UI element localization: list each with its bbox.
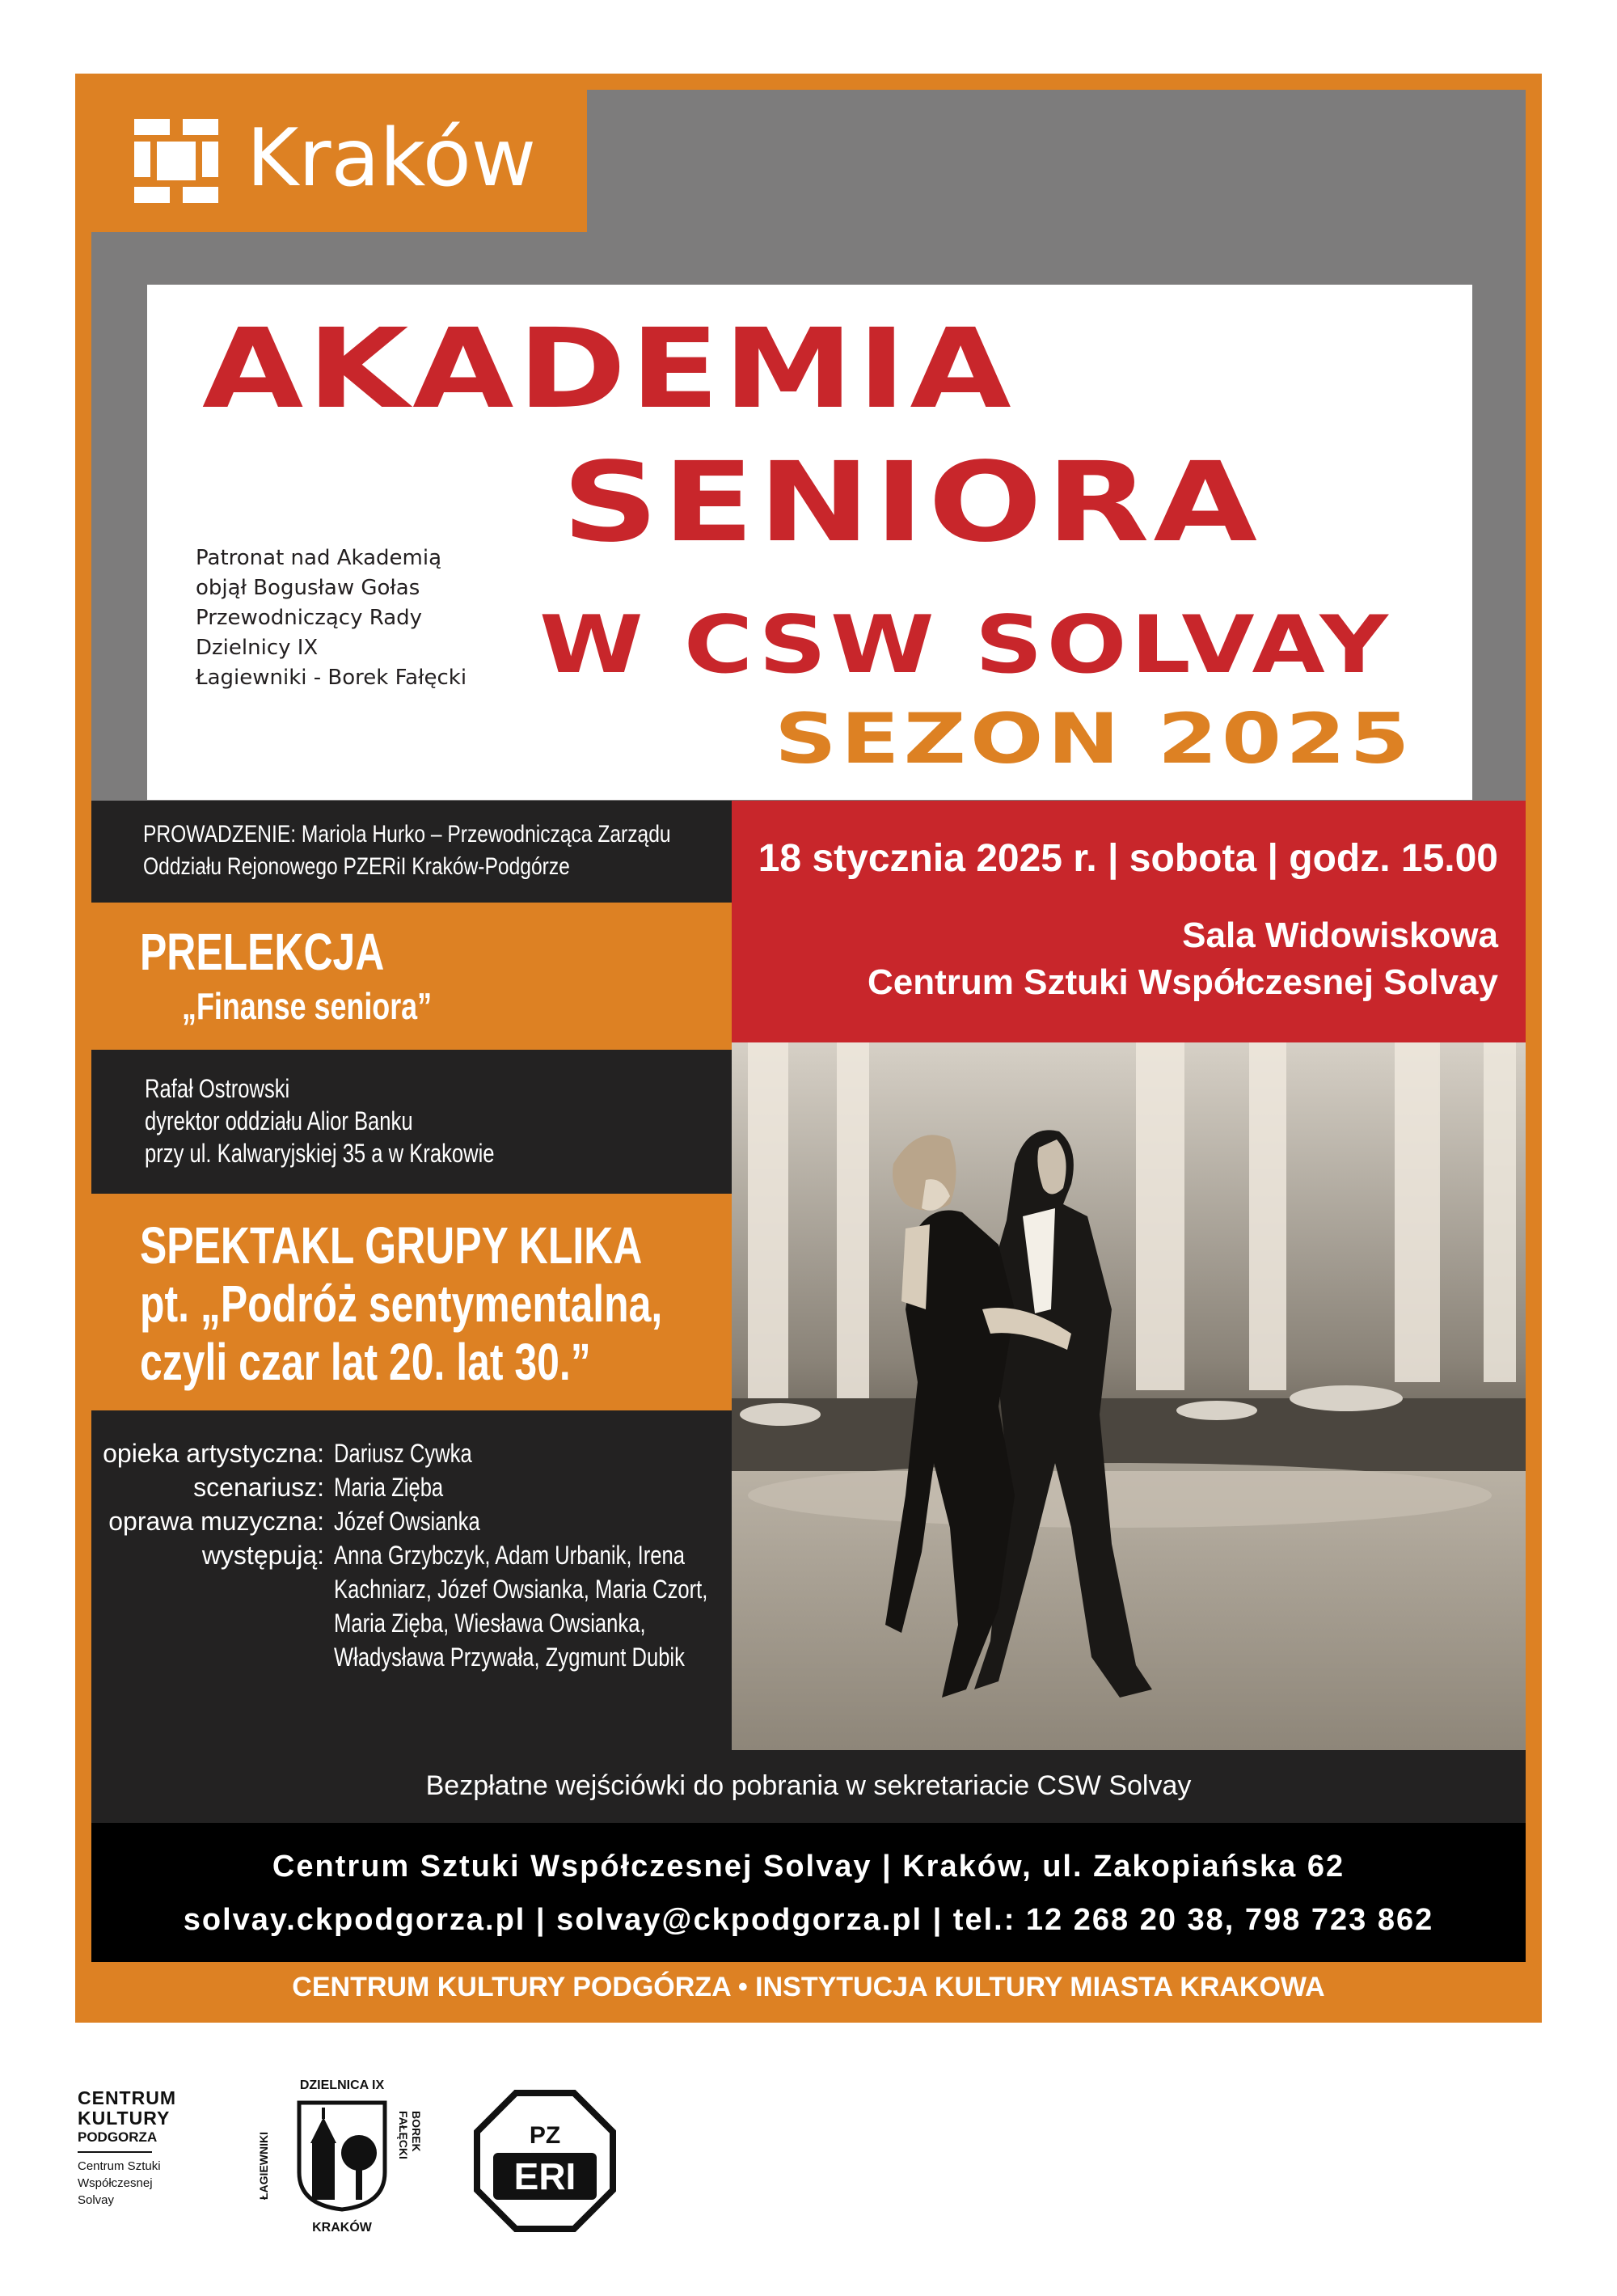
credit-name: Maria Zięba (334, 1473, 444, 1502)
krakow-wordmark: Kraków (247, 112, 536, 205)
credit-name: Józef Owsianka (334, 1507, 480, 1536)
pzeri-bottom-text: ERI (513, 2155, 576, 2197)
host-box (91, 801, 732, 903)
patronage-line: Patronat nad Akademią (196, 546, 442, 570)
event-datetime: 18 stycznia 2025 r. | sobota | godz. 15.00 (758, 837, 1498, 880)
district-shield-icon (296, 2099, 388, 2213)
patronage-line: Przewodniczący Rady (196, 606, 423, 630)
event-info-box (732, 801, 1526, 1042)
ckp-logo-sub: Współczesnej (78, 2176, 153, 2190)
event-venue-hall: Sala Widowiskowa (1182, 915, 1498, 955)
show-title-line-2: czyli czar lat 20. lat 30.” (140, 1333, 591, 1391)
speaker-role: dyrektor oddziału Alior Banku (145, 1106, 413, 1135)
lecture-box (91, 903, 732, 1050)
tickets-text: Bezpłatne wejściówki do pobrania w sekretariacie CSW Solvay (425, 1770, 1192, 1801)
ckp-logo-line: PODGORZA (78, 2129, 158, 2145)
credits-roles (91, 1436, 324, 1572)
dancers-photo (732, 1042, 1526, 1750)
ckp-logo-sub: Solvay (78, 2193, 115, 2207)
patronage-text (196, 543, 467, 693)
speaker-box (91, 1050, 732, 1194)
credits-box (91, 1410, 732, 1750)
credit-name: Maria Zięba, Wiesława Owsianka, (334, 1609, 646, 1638)
title-seniora: SENIORA (562, 439, 1261, 567)
district-bottom-label: KRAKÓW (312, 2221, 372, 2235)
district-ix-logo (257, 2078, 427, 2240)
host-line-2: Oddziału Rejonowego PZERiI Kraków-Podgórze (143, 853, 570, 880)
credit-role: opieka artystyczna: (103, 1439, 324, 1468)
speaker-name: Rafał Ostrowski (145, 1074, 290, 1103)
ckp-logo-sub: Centrum Sztuki (78, 2159, 161, 2173)
ckp-logo (78, 2088, 231, 2234)
patronage-line: Dzielnicy IX (196, 636, 319, 660)
credit-name: Władysława Przywała, Zygmunt Dubik (334, 1643, 685, 1672)
credit-name: Dariusz Cywka (334, 1439, 472, 1468)
credits-names (334, 1436, 707, 1674)
show-title-line-1: pt. „Podróż sentymentalna, (140, 1275, 663, 1333)
ckp-logo-line: KULTURY (78, 2108, 171, 2129)
district-top-label: DZIELNICA IX (299, 2078, 385, 2092)
host-line-1: PROWADZENIE: Mariola Hurko – Przewodnicząca Zarządu (143, 821, 671, 848)
show-heading: SPEKTAKL GRUPY KLIKA (140, 1216, 643, 1275)
pzeri-top-text: PZ (529, 2122, 561, 2149)
district-left-label: ŁAGIEWNIKI (257, 2132, 270, 2200)
tickets-bar (91, 1750, 1526, 1823)
credit-role: scenariusz: (193, 1473, 324, 1502)
speaker-location: przy ul. Kalwaryjskiej 35 a w Krakowie (145, 1139, 495, 1168)
lecture-title: „Finanse seniora” (182, 985, 433, 1027)
title-csw-solvay: W CSW SOLVAY (539, 599, 1392, 691)
contact-bar (91, 1823, 1526, 1962)
patronage-line: Łagiewniki - Borek Fałęcki (196, 666, 467, 690)
title-akademia: AKADEMIA (202, 306, 1015, 433)
title-season: SEZON 2025 (775, 699, 1414, 780)
ckp-logo-divider (78, 2151, 152, 2153)
krakow-logo (91, 90, 587, 232)
krakow-emblem-icon (134, 119, 218, 203)
contact-details: solvay.ckpodgorza.pl | solvay@ckpodgorza.pl | tel.: 12 268 20 38, 798 723 862 (183, 1903, 1434, 1937)
show-box (91, 1194, 732, 1410)
dancers-illustration (732, 1042, 1526, 1750)
footer-institution: CENTRUM KULTURY PODGÓRZA • INSTYTUCJA KULTURY MIASTA KRAKOWA (292, 1972, 1325, 2002)
patronage-line: objął Bogusław Gołas (196, 576, 420, 600)
credit-role: występują: (201, 1541, 324, 1570)
credit-name: Anna Grzybczyk, Adam Urbanik, Irena (334, 1541, 685, 1570)
ckp-logo-line: CENTRUM (78, 2087, 176, 2108)
district-right-label: BOREK FAŁĘCKI (397, 2111, 423, 2159)
event-venue-name: Centrum Sztuki Współczesnej Solvay (868, 962, 1498, 1002)
credit-name: Kachniarz, Józef Owsianka, Maria Czort, (334, 1575, 708, 1604)
contact-address: Centrum Sztuki Współczesnej Solvay | Kraków, ul. Zakopiańska 62 (272, 1850, 1345, 1884)
credit-role: oprawa muzyczna: (108, 1507, 324, 1536)
title-panel (147, 285, 1472, 800)
lecture-heading: PRELEKCJA (140, 923, 385, 981)
pzeri-logo (474, 2090, 616, 2232)
